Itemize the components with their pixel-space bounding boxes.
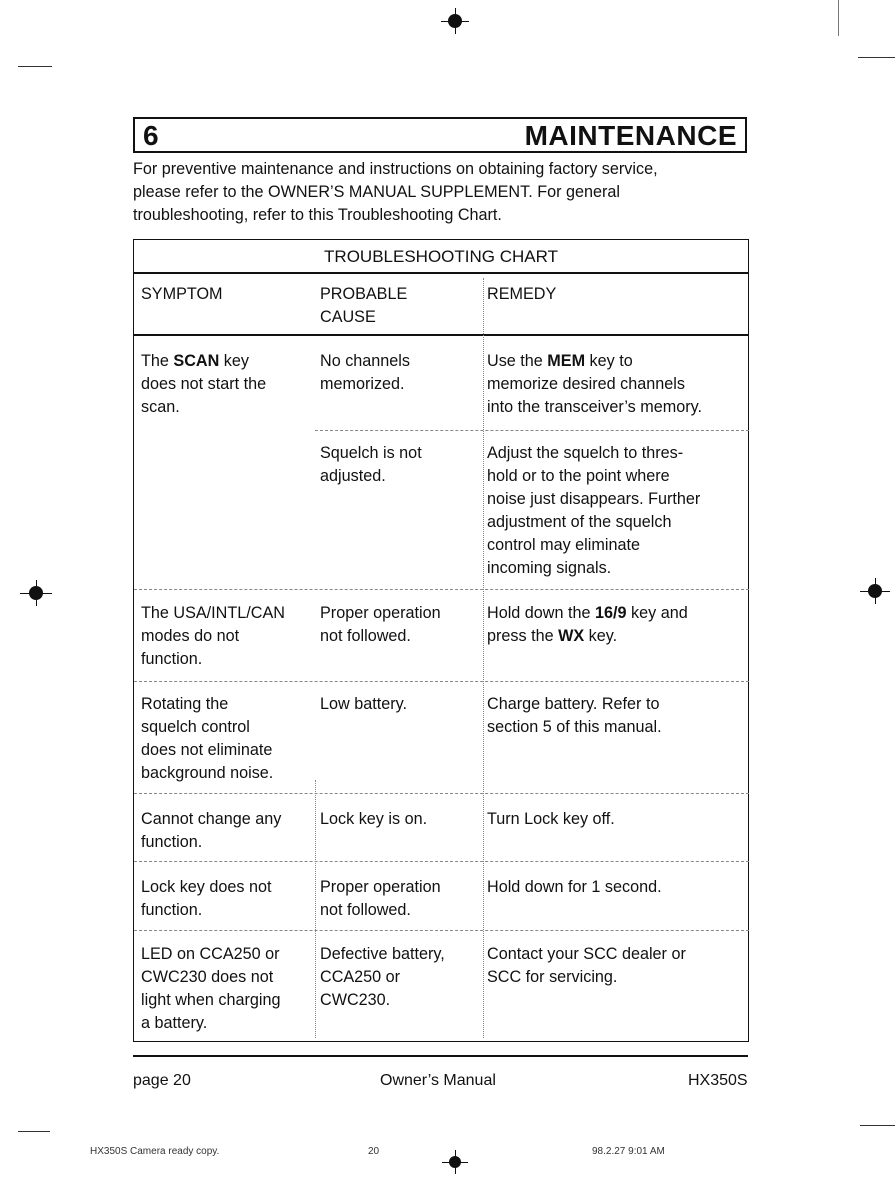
- column-header-cause: PROBABLE CAUSE: [320, 285, 408, 326]
- row-divider: [134, 681, 749, 682]
- trim-mark: [18, 66, 52, 67]
- row-remedy: Turn Lock key off.: [487, 810, 615, 828]
- row-symptom: LED on CCA250 or CWC230 does not light when charging a battery.: [141, 945, 281, 1032]
- intro-paragraph: [133, 158, 751, 227]
- footer-rule: [133, 1055, 748, 1057]
- registration-mark-top: [441, 8, 469, 34]
- intro-line: please refer to the OWNER’S MANUAL SUPPLEMENT. For general: [133, 183, 620, 201]
- divider: [134, 272, 748, 274]
- divider: [134, 334, 748, 336]
- row-remedy: Use the MEM key to memorize desired channels into the transceiver’s memory.: [487, 352, 703, 416]
- troubleshooting-chart: [133, 239, 749, 1042]
- row-cause: Defective battery, CCA250 or CWC230.: [320, 945, 445, 1009]
- row-symptom: The USA/INTL/CAN modes do not function.: [141, 604, 285, 668]
- intro-line: For preventive maintenance and instructions on obtaining factory service,: [133, 160, 658, 178]
- column-header-remedy: REMEDY: [487, 285, 557, 303]
- row-divider: [134, 861, 749, 862]
- chapter-number: 6: [143, 120, 159, 151]
- row-cause: Squelch is not adjusted.: [320, 444, 422, 485]
- manual-name: Owner’s Manual: [380, 1072, 496, 1089]
- trim-mark: [18, 1131, 50, 1132]
- row-symptom: Cannot change any function.: [141, 810, 282, 851]
- column-header-symptom: SYMPTOM: [141, 285, 223, 303]
- row-divider: [134, 589, 749, 590]
- slug-center: 20: [368, 1146, 380, 1157]
- trim-mark: [838, 0, 839, 36]
- row-cause: No channels memorized.: [320, 352, 410, 393]
- row-remedy: Contact your SCC dealer or SCC for servicing.: [487, 945, 686, 986]
- row-divider: [315, 430, 749, 431]
- registration-mark-bottom: [442, 1150, 468, 1174]
- row-remedy: Charge battery. Refer to section 5 of this manual.: [487, 695, 662, 736]
- row-divider: [134, 793, 749, 794]
- row-symptom: The SCAN key does not start the scan.: [141, 352, 267, 416]
- slug-right: 98.2.27 9:01 AM: [592, 1146, 665, 1157]
- row-cause: Proper operation not followed.: [320, 878, 441, 919]
- row-divider: [134, 930, 749, 931]
- chapter-title: MAINTENANCE: [524, 120, 737, 151]
- page-number: page 20: [133, 1072, 191, 1089]
- row-cause: Proper operation not followed.: [320, 604, 441, 645]
- chapter-header: [133, 117, 747, 153]
- chart-title: TROUBLESHOOTING CHART: [324, 247, 558, 266]
- row-cause: Lock key is on.: [320, 810, 428, 828]
- row-cause: Low battery.: [320, 695, 407, 713]
- intro-line: troubleshooting, refer to this Troubleshooting Chart.: [133, 206, 502, 224]
- row-symptom: Rotating the squelch control does not eliminate background noise.: [141, 695, 274, 782]
- model-number: HX350S: [688, 1072, 748, 1089]
- slug-left: HX350S Camera ready copy.: [90, 1146, 220, 1157]
- column-separator: [483, 278, 484, 1038]
- registration-mark-left: [20, 580, 52, 606]
- row-remedy: Hold down the 16/9 key and press the WX key.: [487, 604, 688, 645]
- trim-mark: [860, 1125, 895, 1126]
- registration-mark-right: [860, 578, 890, 604]
- column-separator: [315, 780, 316, 1038]
- row-symptom: Lock key does not function.: [141, 878, 272, 919]
- row-remedy: Adjust the squelch to thres- hold or to the point where noise just disappears. Further adjustment of the squelch control may eliminate incoming signals.: [487, 444, 701, 577]
- trim-mark: [858, 57, 895, 58]
- row-remedy: Hold down for 1 second.: [487, 878, 662, 896]
